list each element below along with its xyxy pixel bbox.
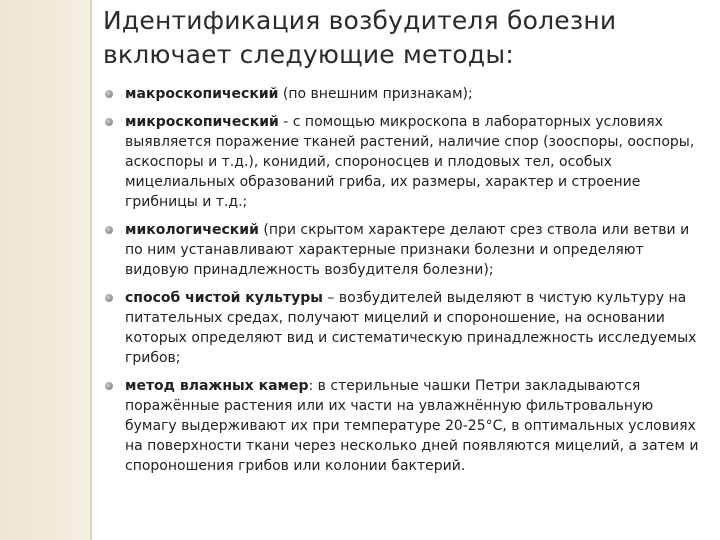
list-item	[103, 220, 703, 280]
bullet-icon	[105, 382, 113, 390]
method-description: - с помощью микроскопа в лабораторных условиях выявляется поражение тканей растений, наличие спор (зооспоры, ооспоры, аскоспоры и т.д.), конидий, спороносцев и плодовых тел, особых мицелиальных образований гриба, их размеры, характер и строение грибницы и т.д.;	[125, 114, 695, 210]
bullet-icon	[105, 226, 113, 234]
list-item	[103, 376, 703, 476]
method-term: способ чистой культуры	[125, 290, 323, 306]
method-term: микроскопический	[125, 114, 279, 130]
method-description: – возбудителей выделяют в чистую культуру на питательных средах, получают мицелий и спороношение, на основании которых определяют вид и систематическую принадлежность исследуемых грибов;	[125, 290, 697, 366]
method-description: (при скрытом характере делают срез ствола или ветви и по ним устанавливают характерные признаки болезни и определяют видовую принадлежность возбудителя болезни);	[125, 222, 690, 278]
bullet-icon	[105, 294, 113, 302]
method-description: : в стерильные чашки Петри закладываются поражённые растения или их части на увлажнённую фильтровальную бумагу выдерживают их при температуре 20-25°С, в оптимальных условиях на поверхности ткани через несколько дней появляются мицелий, а затем и спороношения грибов или колонии бактерий.	[125, 378, 699, 474]
list-item	[103, 84, 703, 104]
list-item	[103, 112, 703, 212]
method-description: (по внешним признакам);	[278, 86, 473, 102]
bullet-icon	[105, 118, 113, 126]
method-term: микологический	[125, 222, 259, 238]
methods-list	[103, 84, 703, 484]
list-item	[103, 288, 703, 368]
method-term: метод влажных камер	[125, 378, 309, 394]
decorative-side-band	[0, 0, 92, 540]
slide-title: Идентификация возбудителя болезни включает следующие методы:	[103, 6, 617, 69]
side-band-divider	[90, 0, 92, 540]
method-term: макроскопический	[125, 86, 279, 102]
bullet-icon	[105, 90, 113, 98]
